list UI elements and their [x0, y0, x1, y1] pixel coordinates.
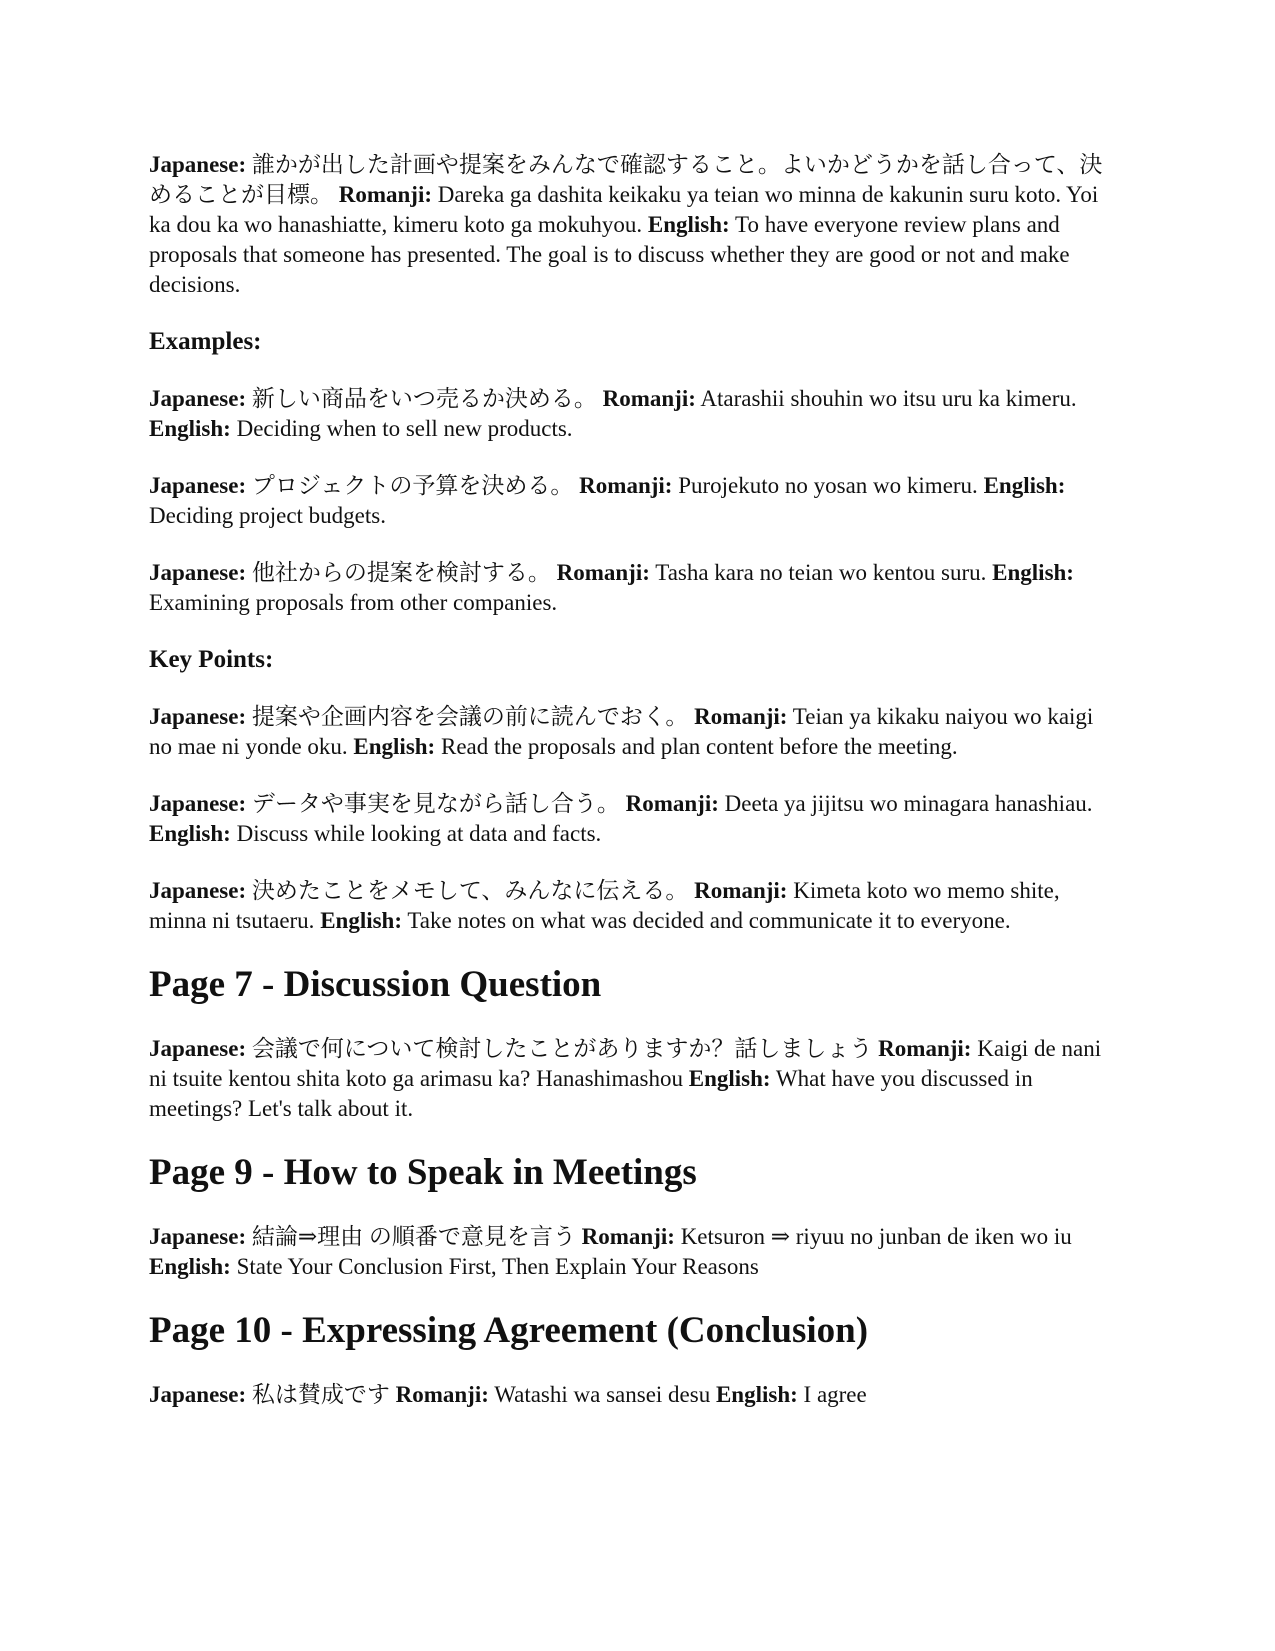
japanese-label: Japanese:	[149, 560, 247, 585]
japanese-label: Japanese:	[149, 386, 247, 411]
romanji-label: Romanji:	[579, 473, 673, 498]
japanese-text: 誰かが出した計画や提案をみんなで確認すること。よいかどうかを話し合って、決めることが目標。	[149, 152, 1103, 207]
english-label: English:	[149, 821, 231, 846]
english-text: Deciding project budgets.	[149, 503, 386, 528]
romanji-label: Romanji:	[556, 560, 650, 585]
japanese-text: データや事実を見ながら話し合う。	[251, 791, 620, 816]
japanese-text: 決めたことをメモして、みんなに伝える。	[251, 878, 689, 903]
english-text: Examining proposals from other companies.	[149, 590, 558, 615]
english-label: English:	[688, 1066, 771, 1091]
romanji-label: Romanji:	[625, 791, 719, 816]
japanese-text: 他社からの提案を検討する。	[251, 560, 551, 585]
romanji-label: Romanji:	[602, 386, 696, 411]
japanese-label: Japanese:	[149, 704, 247, 729]
examples-heading: Examples:	[149, 328, 262, 355]
romanji-text: Ketsuron ⇒ riyuu no junban de iken wo iu	[680, 1224, 1072, 1249]
romanji-label: Romanji:	[878, 1036, 972, 1061]
english-text: I agree	[803, 1382, 867, 1407]
english-label: English:	[983, 473, 1066, 498]
romanji-text: Deeta ya jijitsu wo minagara hanashiau.	[724, 791, 1093, 816]
intro-entry	[149, 150, 1119, 300]
romanji-label: Romanji:	[581, 1224, 675, 1249]
example-entry	[149, 471, 1119, 531]
japanese-label: Japanese:	[149, 1382, 247, 1407]
english-text: To have everyone review plans and proposals that someone has presented. The goal is to discuss whether they are good or not and make decisions.	[149, 212, 1070, 297]
japanese-text: 私は賛成です	[251, 1382, 390, 1407]
english-label: English:	[715, 1382, 798, 1407]
english-text: State Your Conclusion First, Then Explain Your Reasons	[236, 1254, 759, 1279]
romanji-text: Kimeta koto wo memo shite, minna ni tsutaeru.	[149, 878, 1060, 933]
romanji-label: Romanji:	[338, 182, 433, 207]
page10-heading: Page 10 - Expressing Agreement (Conclusion)	[149, 1310, 869, 1351]
romanji-text: Watashi wa sansei desu	[494, 1382, 711, 1407]
romanji-label: Romanji:	[694, 878, 788, 903]
japanese-label: Japanese:	[149, 1224, 247, 1249]
page9-entry	[149, 1222, 1119, 1282]
romanji-label: Romanji:	[395, 1382, 489, 1407]
japanese-text: 提案や企画内容を会議の前に読んでおく。	[251, 704, 689, 729]
romanji-text: Dareka ga dashita keikaku ya teian wo minna de kakunin suru koto. Yoi ka dou ka wo hanashiatte, kimeru koto ga mokuhyou.	[149, 182, 1099, 237]
romanji-text: Atarashii shouhin wo itsu uru ka kimeru.	[700, 386, 1077, 411]
japanese-label: Japanese:	[149, 878, 247, 903]
page9-heading: Page 9 - How to Speak in Meetings	[149, 1152, 697, 1193]
romanji-label: Romanji:	[694, 704, 788, 729]
document-page	[149, 150, 1119, 1437]
example-entry	[149, 558, 1119, 618]
page10-entry	[149, 1380, 1119, 1410]
japanese-text: 結論⇒理由 の順番で意見を言う	[251, 1224, 576, 1249]
romanji-text: Teian ya kikaku naiyou wo kaigi no mae ni yonde oku.	[149, 704, 1094, 759]
english-text: Read the proposals and plan content before the meeting.	[440, 734, 958, 759]
page7-heading: Page 7 - Discussion Question	[149, 964, 602, 1005]
english-label: English:	[647, 212, 730, 237]
japanese-text: 新しい商品をいつ売るか決める。	[251, 386, 597, 411]
page7-entry	[149, 1034, 1119, 1124]
english-label: English:	[353, 734, 436, 759]
romanji-text: Kaigi de nani ni tsuite kentou shita koto ga arimasu ka? Hanashimashou	[149, 1036, 1102, 1091]
key-points-heading: Key Points:	[149, 646, 274, 673]
key-point-entry	[149, 702, 1119, 762]
english-text: Take notes on what was decided and communicate it to everyone.	[407, 908, 1011, 933]
english-label: English:	[149, 1254, 231, 1279]
english-label: English:	[320, 908, 403, 933]
english-text: What have you discussed in meetings? Let's talk about it.	[149, 1066, 1033, 1121]
example-entry	[149, 384, 1119, 444]
japanese-label: Japanese:	[149, 152, 247, 177]
english-text: Deciding when to sell new products.	[236, 416, 573, 441]
romanji-text: Purojekuto no yosan wo kimeru.	[678, 473, 978, 498]
japanese-text: プロジェクトの予算を決める。	[251, 473, 574, 498]
japanese-label: Japanese:	[149, 473, 247, 498]
key-point-entry	[149, 789, 1119, 849]
key-point-entry	[149, 876, 1119, 936]
english-text: Discuss while looking at data and facts.	[236, 821, 602, 846]
japanese-label: Japanese:	[149, 791, 247, 816]
romanji-text: Tasha kara no teian wo kentou suru.	[655, 560, 987, 585]
japanese-label: Japanese:	[149, 1036, 247, 1061]
english-label: English:	[992, 560, 1074, 585]
english-label: English:	[149, 416, 231, 441]
japanese-text: 会議で何について検討したことがありますか？話しましょう	[251, 1036, 873, 1061]
